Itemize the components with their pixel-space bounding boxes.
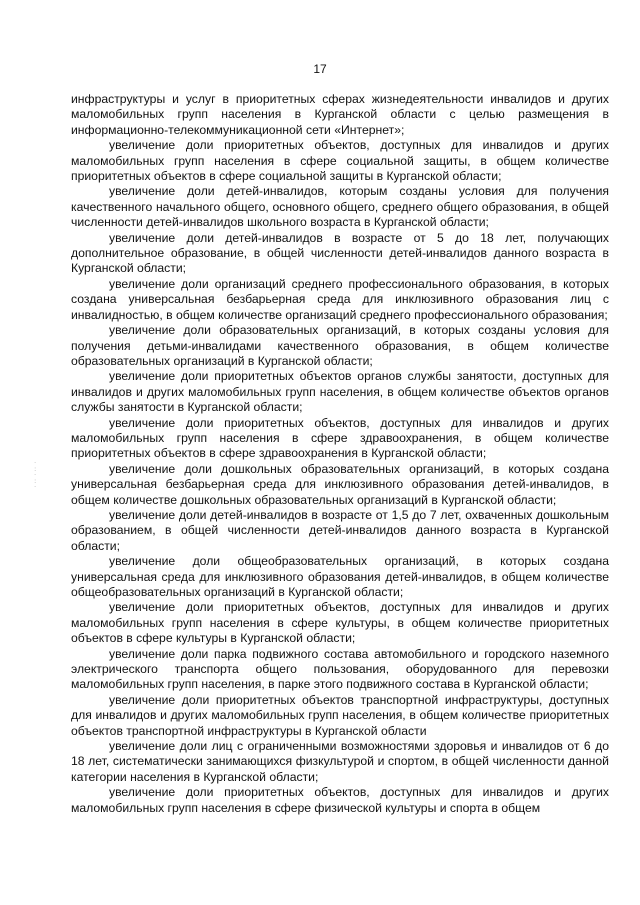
paragraph-sports-facilities: увеличение доли приоритетных объектов, доступных для инвалидов и других маломобильных групп населения в сфере физической культуры и спорта в общем — [71, 785, 609, 815]
paragraph-additional-education: увеличение доли детей-инвалидов в возрасте от 5 до 18 лет, получающих дополнительное образование, в общей численности детей-инвалидов данного возраста в Курганской области; — [71, 230, 609, 276]
page-number: 17 — [313, 62, 327, 76]
paragraph-sports-participation: увеличение доли лиц с ограниченными возможностями здоровья и инвалидов от 6 до 18 лет, систематически занимающихся физкультурой и спортом, в общей численности данной категории населения в Курганской области; — [71, 739, 609, 784]
paragraph-preschool-organizations: увеличение доли дошкольных образовательных организаций, в которых создана универсальная безбарьерная среда для инклюзивного образования детей-инвалидов, в общем количестве дошкольных образовательных организаций в Курганской области; — [71, 461, 609, 507]
paragraph-transport-infrastructure: увеличение доли приоритетных объектов транспортной инфраструктуры, доступных для инвалидов и других маломобильных групп населения, в общем количестве приоритетных объектов транспортной инфраструктуры в Курганской области — [71, 692, 609, 738]
paragraph-culture: увеличение доли приоритетных объектов, доступных для инвалидов и других маломобильных групп населения в сфере культуры, в общем количестве приоритетных объектов в сфере культуры в Курганской области; — [71, 600, 609, 646]
paragraph-employment-service: увеличение доли приоритетных объектов органов службы занятости, доступных для инвалидов и других маломобильных групп населения, в общем количестве объектов органов службы занятости в Курганской области; — [71, 369, 609, 415]
paragraph-preschool-coverage: увеличение доли детей-инвалидов в возрасте от 1,5 до 7 лет, охваченных дошкольным образованием, в общей численности детей-инвалидов данного возраста в Курганской области; — [71, 507, 609, 553]
paragraph-educational-organizations: увеличение доли образовательных организаций, в которых созданы условия для получения детьми-инвалидами качественного образования, в общем количестве образовательных организаций в Курганской области; — [71, 323, 609, 368]
paragraph-general-schools: увеличение доли общеобразовательных организаций, в которых создана универсальная среда для инклюзивного образования детей-инвалидов, в общем количестве общеобразовательных организаций в Курганской области; — [71, 554, 609, 599]
paragraph-social-protection: увеличение доли приоритетных объектов, доступных для инвалидов и других маломобильных групп населения в сфере социальной защиты, в общем количестве приоритетных объектов в сфере социальной защиты в Курганской области; — [71, 138, 609, 184]
paragraph-continuation: инфраструктуры и услуг в приоритетных сферах жизнедеятельности инвалидов и других маломобильных групп населения в Курганской области с целью размещения в информационно-телекоммуникационной сети «Интернет»; — [71, 92, 609, 137]
paragraph-transport-fleet: увеличение доли парка подвижного состава автомобильного и городского наземного электрического транспорта общего пользования, оборудованного для перевозки маломобильных групп населения, в парке этого подвижного состава в Курганской области; — [71, 646, 609, 692]
margin-scan-mark: · : · : · — [34, 459, 37, 491]
document-body — [71, 92, 609, 816]
paragraph-general-education: увеличение доли детей-инвалидов, которым созданы условия для получения качественного начального общего, основного общего, среднего общего образования, в общей численности детей-инвалидов школьного возраста в Курганской области; — [71, 184, 609, 230]
paragraph-healthcare: увеличение доли приоритетных объектов, доступных для инвалидов и других маломобильных групп населения в сфере здравоохранения, в общем количестве приоритетных объектов в сфере здравоохранения в Курганской области; — [71, 415, 609, 461]
paragraph-vocational-education: увеличение доли организаций среднего профессионального образования, в которых создана универсальная безбарьерная среда для инклюзивного образования лиц с инвалидностью, в общем количестве организаций среднего профессионального образования; — [71, 276, 609, 322]
